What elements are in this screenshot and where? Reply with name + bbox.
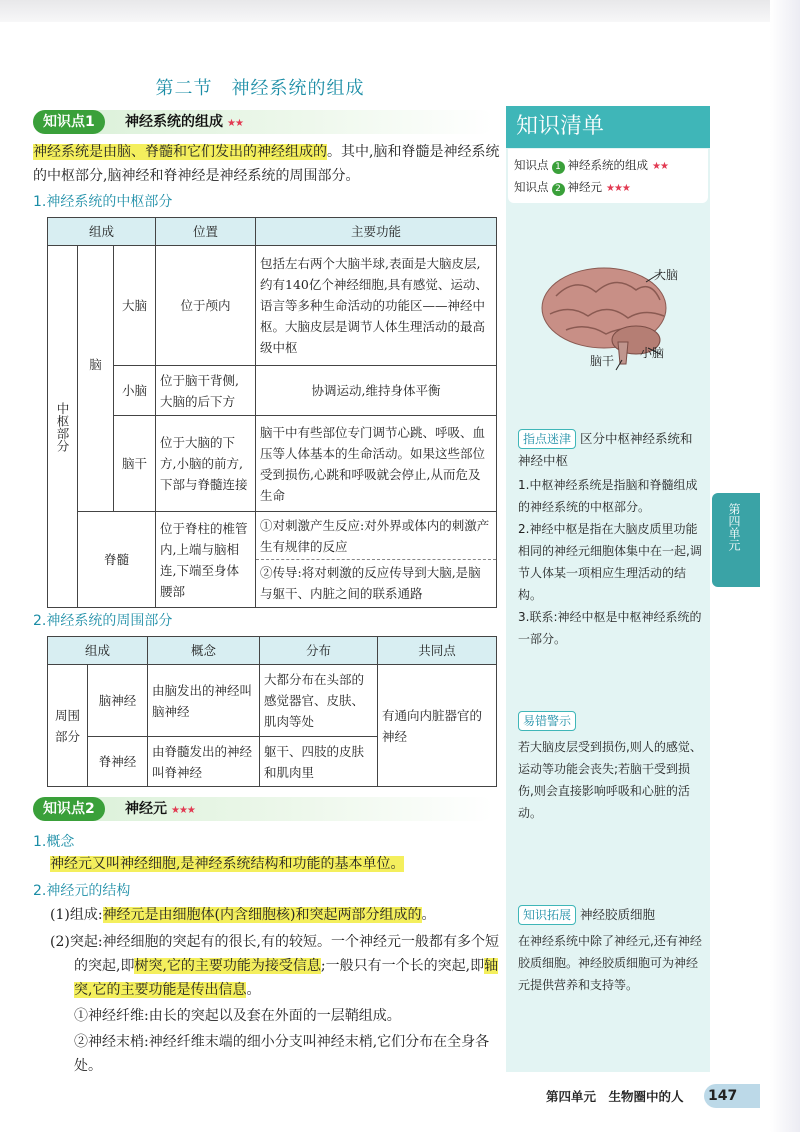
row-common: 有通向内脏器官的神经 bbox=[378, 665, 497, 787]
unit-tab[interactable]: 第四单元 bbox=[712, 493, 760, 587]
top-bar bbox=[0, 0, 800, 22]
concept-text: 神经元又叫神经细胞,是神经系统结构和功能的基本单位。 bbox=[50, 856, 405, 872]
row-position: 位于大脑的下方,小脑的前方,下部与脊髓连接 bbox=[156, 416, 256, 512]
col-common: 共同点 bbox=[378, 637, 497, 665]
col-composition: 组成 bbox=[48, 637, 148, 665]
tip2-body: 若大脑皮层受到损伤,则人的感觉、运动等功能会丧失;若脑干受到损伤,则会直接影响呼吸和心脏的活动。 bbox=[518, 740, 702, 820]
col-concept: 概念 bbox=[148, 637, 260, 665]
kp1-stars: ★★ bbox=[227, 118, 243, 129]
row-position: 位于脑干背侧,大脑的后下方 bbox=[156, 366, 256, 416]
section-structure: 2.神经元的结构 bbox=[33, 883, 131, 899]
page-edge bbox=[770, 0, 800, 1132]
row-distribution: 躯干、四肢的皮肤和肌肉里 bbox=[260, 737, 378, 787]
tip1-header: 指点迷津 区分中枢神经系统和神经中枢 bbox=[518, 431, 693, 468]
sidebar-item: 知识点 2 神经元 ★★★ bbox=[514, 180, 630, 194]
label-cerebrum: 大脑 bbox=[654, 268, 679, 282]
kp2-name: 神经元 ★★★ bbox=[125, 801, 195, 817]
row-name: 脑干 bbox=[114, 416, 156, 512]
central-label: 中枢部分 bbox=[48, 246, 78, 608]
spinal-func-2: ②传导:将对刺激的反应传导到大脑,是脑与躯干、内脏之间的联系通路 bbox=[260, 565, 481, 601]
kp1-intro-rest: 。其中,脑和脊髓是神经系统的中枢部分,脑神经和脊神经是神经系统的周围部分。 bbox=[33, 144, 500, 184]
kp2-stars: ★★★ bbox=[171, 805, 195, 816]
row-name: 脊神经 bbox=[88, 737, 148, 787]
label-cerebellum: 小脑 bbox=[640, 346, 665, 360]
row-function: 包括左右两个大脑半球,表面是大脑皮层,约有140亿个神经细胞,具有感觉、运动、语言等多种生命活动的功能区——神经中枢。大脑皮层是调节人体生理活动的最高级中枢 bbox=[256, 246, 497, 366]
row-name: 大脑 bbox=[114, 246, 156, 366]
peripheral-label: 周围部分 bbox=[48, 665, 88, 787]
tip2-tag: 易错警示 bbox=[518, 711, 576, 731]
kp1-intro-highlight: 神经系统是由脑、脊髓和它们发出的神经组成的 bbox=[33, 144, 327, 160]
row-distribution: 大都分布在头部的感觉器官、皮肤、肌肉等处 bbox=[260, 665, 378, 737]
section-peripheral: 2.神经系统的周围部分 bbox=[33, 613, 173, 629]
kp1-name: 神经系统的组成 ★★ bbox=[125, 114, 243, 130]
page-number: 147 bbox=[704, 1084, 760, 1108]
row-position: 位于颅内 bbox=[156, 246, 256, 366]
nerve-ending: ②神经末梢:神经纤维末端的细小分支叫神经末梢,它们分布在全身各处。 bbox=[74, 1034, 490, 1074]
tip3-tag: 知识拓展 bbox=[518, 905, 576, 925]
structure-process: (2)突起:神经细胞的突起有的很长,有的较短。一个神经元一般都有多个短的突起,即树突,它的主要功能为接受信息;一般只有一个长的突起,即轴突,它的主要功能是传出信息。 bbox=[50, 934, 499, 998]
tip2-header bbox=[518, 710, 704, 732]
row-function bbox=[256, 512, 497, 608]
brain-illustration bbox=[536, 256, 706, 376]
kp1-intro bbox=[33, 140, 503, 188]
kp1-header bbox=[33, 110, 493, 134]
row-concept: 由脊髓发出的神经叫脊神经 bbox=[148, 737, 260, 787]
kp2-badge: 知识点2 bbox=[33, 797, 105, 821]
row-function: 协调运动,维持身体平衡 bbox=[256, 366, 497, 416]
nerve-fiber: ①神经纤维:由长的突起以及套在外面的一层鞘组成。 bbox=[74, 1008, 401, 1024]
tip1-body: 1.中枢神经系统是指脑和脊髓组成的神经系统的中枢部分。 2.神经中枢是指在大脑皮质里功能相同的神经元细胞体集中在一起,调节人体某一项相应生理活动的结构。 3.联系:神经中枢是中枢神经系统的一部分。 bbox=[518, 478, 702, 646]
spinal-func-1: ①对刺激产生反应:对外界或体内的刺激产生有规律的反应 bbox=[256, 513, 496, 560]
section-central: 1.神经系统的中枢部分 bbox=[33, 194, 173, 210]
kp1-badge: 知识点1 bbox=[33, 110, 105, 134]
structure-composition: (1)组成:神经元是由细胞体(内含细胞核)和突起两部分组成的。 bbox=[50, 907, 436, 923]
label-brainstem: 脑干 bbox=[590, 354, 615, 368]
row-concept: 由脑发出的神经叫脑神经 bbox=[148, 665, 260, 737]
row-name: 脊髓 bbox=[78, 512, 156, 608]
kp2-header bbox=[33, 797, 493, 821]
page-title: 第二节 神经系统的组成 bbox=[155, 78, 365, 99]
row-function: 脑干中有些部位专门调节心跳、呼吸、血压等人体基本的生命活动。如果这些部位受到损伤,心跳和呼吸就会停止,从而危及生命 bbox=[256, 416, 497, 512]
row-position: 位于脊柱的椎管内,上端与脑相连,下端至身体腰部 bbox=[156, 512, 256, 608]
tip1-tag: 指点迷津 bbox=[518, 429, 576, 449]
brain-label: 脑 bbox=[78, 246, 114, 512]
section-concept: 1.概念 bbox=[33, 834, 75, 850]
tip3-body: 在神经系统中除了神经元,还有神经胶质细胞。神经胶质细胞可为神经元提供营养和支持等。 bbox=[518, 934, 702, 992]
col-position: 位置 bbox=[156, 218, 256, 246]
footer-text: 第四单元 生物圈中的人 bbox=[546, 1089, 684, 1104]
sidebar-title: 知识清单 bbox=[506, 106, 710, 148]
peripheral-table bbox=[47, 636, 497, 787]
sidebar-list bbox=[508, 149, 708, 203]
row-name: 脑神经 bbox=[88, 665, 148, 737]
col-function: 主要功能 bbox=[256, 218, 497, 246]
tip3-header: 知识拓展 神经胶质细胞 bbox=[518, 904, 704, 926]
knowledge-sidebar bbox=[506, 106, 710, 1072]
sidebar-item: 知识点 1 神经系统的组成 ★★ bbox=[514, 158, 668, 172]
col-distribution: 分布 bbox=[260, 637, 378, 665]
col-composition: 组成 bbox=[48, 218, 156, 246]
central-table bbox=[47, 217, 497, 608]
row-name: 小脑 bbox=[114, 366, 156, 416]
